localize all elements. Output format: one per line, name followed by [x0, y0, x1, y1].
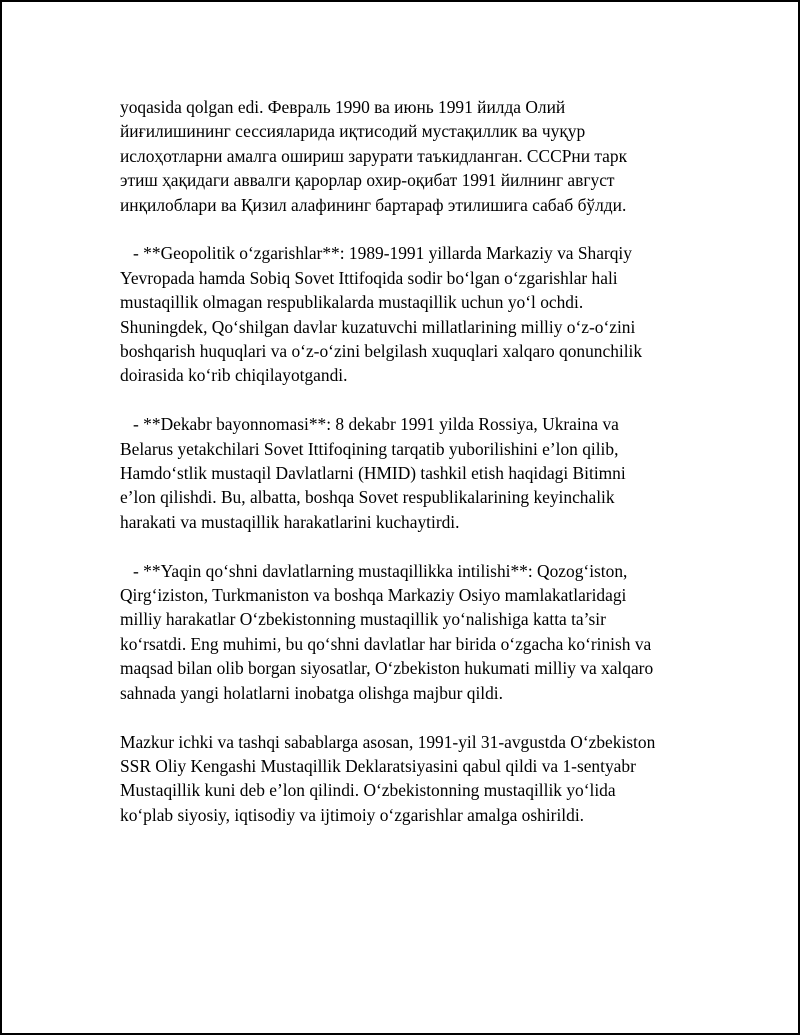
text-line: Mazkur ichki va tashqi sabablarga asosan, 1991-yil 31-avgustda Oʻzbekiston	[120, 731, 656, 752]
text-line: ислоҳотларни амалга ошириш зарурати таъкидланган. СССРни тарк	[120, 145, 628, 166]
text-line: Mustaqillik kuni deb e’lon qilindi. Oʻzbekistonning mustaqillik yoʻlida	[120, 780, 616, 801]
text-line: e’lon qilishdi. Bu, albatta, boshqa Sovet respublikalarining keyinchalik	[120, 487, 615, 508]
text-line: - **Dekabr bayonnomasi**: 8 dekabr 1991 yilda Rossiya, Ukraina va	[120, 414, 619, 435]
text-line: Shuningdek, Qoʻshilgan davlar kuzatuvchi millatlarining milliy oʻz-oʻzini	[120, 316, 636, 337]
paragraph-intro-continuation	[120, 95, 700, 217]
text-line: koʻplab siyosiy, iqtisodiy va ijtimoiy oʻzgarishlar amalga oshirildi.	[120, 804, 585, 825]
text-line: boshqarish huquqlari va oʻz-oʻzini belgilash xuquqlari xalqaro qonunchilik	[120, 341, 643, 362]
text-line: Yevropada hamda Sobiq Sovet Ittifoqida sodir boʻlgan oʻzgarishlar hali	[120, 267, 618, 288]
text-line: sahnada yangi holatlarni inobatga olishga majbur qildi.	[120, 682, 503, 703]
text-line: milliy harakatlar Oʻzbekistonning mustaqillik yoʻnalishiga katta ta’sir	[120, 609, 606, 630]
text-line: Belarus yetakchilari Sovet Ittifoqining tarqatib yuborilishini e’lon qilib,	[120, 438, 619, 459]
paragraph-neighbor-states	[120, 559, 700, 705]
text-line: mustaqillik olmagan respublikalarda mustaqillik uchun yoʻl ochdi.	[120, 292, 584, 313]
text-line: инқилоблари ва Қизил алафининг бартараф этилишига сабаб бўлди.	[120, 194, 627, 215]
text-line: йиғилишининг сессияларида иқтисодий мустақиллик ва чуқур	[120, 121, 586, 142]
text-line: yoqasida qolgan edi. Февраль 1990 ва июнь 1991 йилда Олий	[120, 97, 566, 117]
text-line: - **Yaqin qoʻshni davlatlarning mustaqillikka intilishi**: Qozogʻiston,	[120, 560, 628, 581]
text-line: Qirgʻiziston, Turkmaniston va boshqa Markaziy Osiyo mamlakatlaridagi	[120, 585, 627, 606]
text-line: harakati va mustaqillik harakatlarini kuchaytirdi.	[120, 511, 460, 532]
text-line: SSR Oliy Kengashi Mustaqillik Deklaratsiyasini qabul qildi va 1-sentyabr	[120, 755, 636, 776]
text-line: - **Geopolitik oʻzgarishlar**: 1989-1991 yillarda Markaziy va Sharqiy	[120, 243, 632, 264]
document-body	[120, 95, 700, 852]
text-line: этиш ҳақидаги аввалги қарорлар охир-оқибат 1991 йилнинг август	[120, 170, 615, 191]
paragraph-december-protocol	[120, 412, 700, 534]
text-line: doirasida koʻrib chiqilayotgandi.	[120, 365, 348, 386]
paragraph-conclusion	[120, 730, 700, 828]
text-line: Hamdoʻstlik mustaqil Davlatlarni (HMID) tashkil etish haqidagi Bitimni	[120, 463, 626, 484]
text-line: maqsad bilan olib borgan siyosatlar, Oʻzbekiston hukumati milliy va xalqaro	[120, 658, 654, 679]
paragraph-geopolitical-changes	[120, 241, 700, 387]
text-line: koʻrsatdi. Eng muhimi, bu qoʻshni davlatlar har birida oʻzgacha koʻrinish va	[120, 633, 652, 654]
